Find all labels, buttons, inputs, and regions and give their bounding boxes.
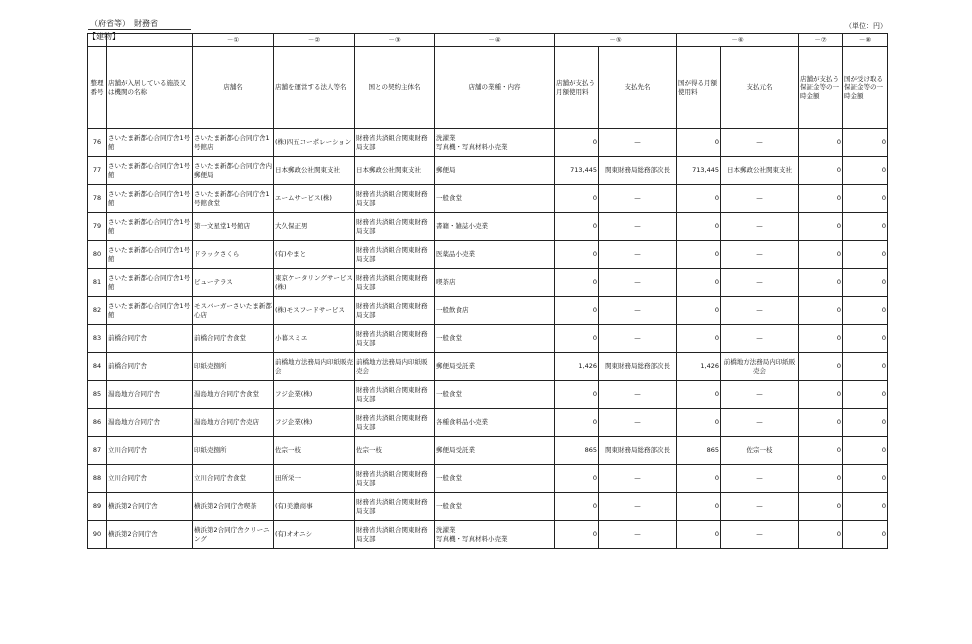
operator-cell: (有)やまと — [274, 241, 355, 269]
column-number: －① — [193, 34, 274, 47]
table-row — [88, 353, 888, 381]
deposit-paid-cell: 0 — [799, 129, 843, 157]
column-header-deposit-paid: 店舗が支払う保証金等の一時金額 — [799, 47, 843, 129]
table-row — [88, 241, 888, 269]
column-header-payee: 支払先名 — [599, 47, 677, 129]
column-number: －⑥ — [677, 34, 799, 47]
column-header-business: 店舗の業種・内容 — [435, 47, 555, 129]
shop-name-cell: 前橋合同庁舎食堂 — [193, 325, 274, 353]
business-cell: 郵便局 — [435, 157, 555, 185]
payee-cell: — — [599, 185, 677, 213]
payee-cell: — — [599, 241, 677, 269]
payee-cell: — — [599, 129, 677, 157]
row-number: 79 — [88, 213, 107, 241]
payer-cell: — — [721, 297, 799, 325]
business-cell: 一般食堂 — [435, 465, 555, 493]
facility-cell: 横浜第2合同庁舎 — [107, 493, 193, 521]
operator-cell: 日本郵政公社関東支社 — [274, 157, 355, 185]
deposit-paid-cell: 0 — [799, 157, 843, 185]
revenue-cell: 0 — [677, 213, 721, 241]
column-header-revenue: 国が得る月額使用料 — [677, 47, 721, 129]
row-number: 84 — [88, 353, 107, 381]
contract-party-cell: 財務省共済組合関東財務局支部 — [355, 129, 435, 157]
row-number: 76 — [88, 129, 107, 157]
operator-cell: 田所栄一 — [274, 465, 355, 493]
monthly-fee-cell: 0 — [555, 297, 599, 325]
deposit-received-cell: 0 — [843, 269, 888, 297]
monthly-fee-cell: 713,445 — [555, 157, 599, 185]
revenue-cell: 713,445 — [677, 157, 721, 185]
deposit-received-cell: 0 — [843, 465, 888, 493]
payer-cell: — — [721, 241, 799, 269]
payee-cell: 関東財務局総務部次長 — [599, 157, 677, 185]
payer-cell: — — [721, 493, 799, 521]
deposit-paid-cell: 0 — [799, 521, 843, 549]
table-row — [88, 157, 888, 185]
contract-party-cell: 財務省共済組合関東財務局支部 — [355, 213, 435, 241]
monthly-fee-cell: 0 — [555, 241, 599, 269]
table-row — [88, 521, 888, 549]
facility-cell: さいたま新都心合同庁舎1号館 — [107, 241, 193, 269]
deposit-received-cell: 0 — [843, 353, 888, 381]
facility-cell: 前橋合同庁舎 — [107, 325, 193, 353]
payee-cell: — — [599, 297, 677, 325]
facility-cell: さいたま新都心合同庁舎1号館 — [107, 213, 193, 241]
shop-name-cell: 第一文星堂1号館店 — [193, 213, 274, 241]
table-row — [88, 381, 888, 409]
table-row — [88, 213, 888, 241]
table-row — [88, 269, 888, 297]
contract-party-cell: 前橋地方法務局内印紙販売会 — [355, 353, 435, 381]
operator-cell: 小暮スミエ — [274, 325, 355, 353]
deposit-received-cell: 0 — [843, 297, 888, 325]
monthly-fee-cell: 0 — [555, 493, 599, 521]
monthly-fee-cell: 0 — [555, 185, 599, 213]
payer-cell: — — [721, 465, 799, 493]
revenue-cell: 0 — [677, 269, 721, 297]
contract-party-cell: 財務省共済組合関東財務局支部 — [355, 493, 435, 521]
business-cell: 書籍・雑誌小売業 — [435, 213, 555, 241]
section-label: 【建物】 — [88, 32, 120, 41]
payer-cell: — — [721, 185, 799, 213]
deposit-paid-cell: 0 — [799, 437, 843, 465]
facility-cell: 立川合同庁舎 — [107, 437, 193, 465]
business-cell: 喫茶店 — [435, 269, 555, 297]
contract-party-cell: 財務省共済組合関東財務局支部 — [355, 297, 435, 325]
payer-cell: — — [721, 521, 799, 549]
deposit-received-cell: 0 — [843, 185, 888, 213]
deposit-paid-cell: 0 — [799, 409, 843, 437]
column-header-no: 整理番号 — [88, 47, 107, 129]
contract-party-cell: 日本郵政公社関東支社 — [355, 157, 435, 185]
payer-cell: — — [721, 129, 799, 157]
shop-name-cell: さいたま新都心合同庁舎内郵便局 — [193, 157, 274, 185]
unit-label: （単位：円） — [845, 22, 887, 30]
payer-cell: — — [721, 325, 799, 353]
deposit-paid-cell: 0 — [799, 213, 843, 241]
row-number: 88 — [88, 465, 107, 493]
business-cell: 郵便局受託業 — [435, 437, 555, 465]
business-cell: 一般食堂 — [435, 325, 555, 353]
revenue-cell: 0 — [677, 325, 721, 353]
business-cell: 一般飲食店 — [435, 297, 555, 325]
contract-party-cell: 財務省共済組合関東財務局支部 — [355, 269, 435, 297]
shop-name-cell: さいたま新都心合同庁舎1号館食堂 — [193, 185, 274, 213]
contract-party-cell: 財務省共済組合関東財務局支部 — [355, 521, 435, 549]
revenue-cell: 0 — [677, 521, 721, 549]
business-cell: 各種食料品小売業 — [435, 409, 555, 437]
business-cell: 医薬品小売業 — [435, 241, 555, 269]
table-row — [88, 325, 888, 353]
ministry-label: （府省等） 財務省 — [90, 19, 158, 28]
store-table — [87, 33, 888, 549]
row-number: 81 — [88, 269, 107, 297]
monthly-fee-cell: 865 — [555, 437, 599, 465]
payer-cell: — — [721, 409, 799, 437]
business-cell: 洗濯業 写真機・写真材料小売業 — [435, 129, 555, 157]
deposit-paid-cell: 0 — [799, 185, 843, 213]
revenue-cell: 0 — [677, 297, 721, 325]
deposit-received-cell: 0 — [843, 381, 888, 409]
contract-party-cell: 財務省共済組合関東財務局支部 — [355, 241, 435, 269]
table-row — [88, 465, 888, 493]
header-blank — [107, 34, 193, 47]
operator-cell: 東京ケータリングサービス(株) — [274, 269, 355, 297]
table-row — [88, 185, 888, 213]
column-header-corp: 店舗を運営する法人等名 — [274, 47, 355, 129]
column-number: －⑧ — [843, 34, 888, 47]
monthly-fee-cell: 0 — [555, 381, 599, 409]
business-cell: 一般食堂 — [435, 381, 555, 409]
column-number: －⑦ — [799, 34, 843, 47]
contract-party-cell: 財務省共済組合関東財務局支部 — [355, 325, 435, 353]
deposit-paid-cell: 0 — [799, 353, 843, 381]
operator-cell: (株)モスフードサービス — [274, 297, 355, 325]
business-cell: 一般食堂 — [435, 493, 555, 521]
monthly-fee-cell: 0 — [555, 269, 599, 297]
row-number: 90 — [88, 521, 107, 549]
row-number: 77 — [88, 157, 107, 185]
revenue-cell: 0 — [677, 493, 721, 521]
revenue-cell: 0 — [677, 381, 721, 409]
monthly-fee-cell: 0 — [555, 521, 599, 549]
shop-name-cell: 横浜第2合同庁舎クリーニング — [193, 521, 274, 549]
shop-name-cell: 湯島地方合同庁舎売店 — [193, 409, 274, 437]
payer-cell: — — [721, 381, 799, 409]
revenue-cell: 0 — [677, 129, 721, 157]
operator-cell: フジ企業(株) — [274, 409, 355, 437]
facility-cell: 横浜第2合同庁舎 — [107, 521, 193, 549]
revenue-cell: 0 — [677, 241, 721, 269]
row-number: 82 — [88, 297, 107, 325]
payer-cell: — — [721, 213, 799, 241]
row-number: 86 — [88, 409, 107, 437]
contract-party-cell: 財務省共済組合関東財務局支部 — [355, 381, 435, 409]
operator-cell: (有)美濃商事 — [274, 493, 355, 521]
row-number: 83 — [88, 325, 107, 353]
payee-cell: — — [599, 325, 677, 353]
payee-cell: — — [599, 493, 677, 521]
deposit-received-cell: 0 — [843, 493, 888, 521]
column-number: －② — [274, 34, 355, 47]
monthly-fee-cell: 0 — [555, 213, 599, 241]
shop-name-cell: 横浜第2合同庁舎喫茶 — [193, 493, 274, 521]
monthly-fee-cell: 0 — [555, 129, 599, 157]
business-cell: 一般食堂 — [435, 185, 555, 213]
column-header-monthly-fee: 店舗が支払う月額使用料 — [555, 47, 599, 129]
revenue-cell: 1,426 — [677, 353, 721, 381]
column-header-facility: 店舗が入居している施設又は機関の名称 — [107, 47, 193, 129]
column-header-deposit-recv: 国が受け取る保証金等の一時金額 — [843, 47, 888, 129]
shop-name-cell: 立川合同庁舎食堂 — [193, 465, 274, 493]
operator-cell: 佐宗一枝 — [274, 437, 355, 465]
deposit-received-cell: 0 — [843, 241, 888, 269]
column-header-payer: 支払元名 — [721, 47, 799, 129]
operator-cell: (有)オオニシ — [274, 521, 355, 549]
table-row — [88, 437, 888, 465]
payee-cell: — — [599, 409, 677, 437]
contract-party-cell: 佐宗一枝 — [355, 437, 435, 465]
shop-name-cell: 湯島地方合同庁舎食堂 — [193, 381, 274, 409]
shop-name-cell: さいたま新都心合同庁舎1号館店 — [193, 129, 274, 157]
shop-name-cell: 印紙売捌所 — [193, 353, 274, 381]
payee-cell: — — [599, 521, 677, 549]
column-number: －④ — [435, 34, 555, 47]
ministry-underline — [88, 29, 191, 30]
facility-cell: さいたま新都心合同庁舎1号館 — [107, 269, 193, 297]
deposit-received-cell: 0 — [843, 521, 888, 549]
table-row — [88, 409, 888, 437]
payee-cell: 関東財務局総務部次長 — [599, 353, 677, 381]
payee-cell: 関東財務局総務部次長 — [599, 437, 677, 465]
row-number: 80 — [88, 241, 107, 269]
monthly-fee-cell: 0 — [555, 409, 599, 437]
facility-cell: さいたま新都心合同庁舎1号館 — [107, 129, 193, 157]
operator-cell: (株)四五コーポレーション — [274, 129, 355, 157]
column-number: －⑤ — [555, 34, 677, 47]
deposit-paid-cell: 0 — [799, 241, 843, 269]
deposit-paid-cell: 0 — [799, 325, 843, 353]
revenue-cell: 0 — [677, 185, 721, 213]
business-cell: 郵便局受託業 — [435, 353, 555, 381]
shop-name-cell: ドラックさくら — [193, 241, 274, 269]
payer-cell: — — [721, 269, 799, 297]
revenue-cell: 865 — [677, 437, 721, 465]
contract-party-cell: 財務省共済組合関東財務局支部 — [355, 409, 435, 437]
payer-cell: 前橋地方法務局内印紙販売会 — [721, 353, 799, 381]
monthly-fee-cell: 1,426 — [555, 353, 599, 381]
deposit-received-cell: 0 — [843, 129, 888, 157]
deposit-paid-cell: 0 — [799, 297, 843, 325]
payer-cell: 日本郵政公社関東支社 — [721, 157, 799, 185]
contract-party-cell: 財務省共済組合関東財務局支部 — [355, 465, 435, 493]
facility-cell: さいたま新都心合同庁舎1号館 — [107, 157, 193, 185]
facility-cell: 前橋合同庁舎 — [107, 353, 193, 381]
revenue-cell: 0 — [677, 409, 721, 437]
deposit-paid-cell: 0 — [799, 381, 843, 409]
facility-cell: 湯島地方合同庁舎 — [107, 381, 193, 409]
deposit-received-cell: 0 — [843, 213, 888, 241]
column-header-contract: 国との契約主体名 — [355, 47, 435, 129]
payee-cell: — — [599, 213, 677, 241]
operator-cell: 前橋地方法務局内印紙販売会 — [274, 353, 355, 381]
row-number: 87 — [88, 437, 107, 465]
shop-name-cell: 印紙売捌所 — [193, 437, 274, 465]
payee-cell: — — [599, 381, 677, 409]
row-number: 89 — [88, 493, 107, 521]
deposit-received-cell: 0 — [843, 325, 888, 353]
operator-cell: フジ企業(株) — [274, 381, 355, 409]
header-blank — [88, 34, 107, 47]
facility-cell: さいたま新都心合同庁舎1号館 — [107, 297, 193, 325]
row-number: 85 — [88, 381, 107, 409]
column-number: －③ — [355, 34, 435, 47]
shop-name-cell: ビューテラス — [193, 269, 274, 297]
contract-party-cell: 財務省共済組合関東財務局支部 — [355, 185, 435, 213]
operator-cell: 大久保正男 — [274, 213, 355, 241]
table-row — [88, 297, 888, 325]
deposit-paid-cell: 0 — [799, 493, 843, 521]
payer-cell: 佐宗一枝 — [721, 437, 799, 465]
revenue-cell: 0 — [677, 465, 721, 493]
table-row — [88, 129, 888, 157]
deposit-received-cell: 0 — [843, 157, 888, 185]
operator-cell: エームサービス(株) — [274, 185, 355, 213]
column-header-shop: 店舗名 — [193, 47, 274, 129]
payee-cell: — — [599, 269, 677, 297]
payee-cell: — — [599, 465, 677, 493]
deposit-paid-cell: 0 — [799, 465, 843, 493]
deposit-received-cell: 0 — [843, 409, 888, 437]
monthly-fee-cell: 0 — [555, 325, 599, 353]
row-number: 78 — [88, 185, 107, 213]
deposit-received-cell: 0 — [843, 437, 888, 465]
facility-cell: さいたま新都心合同庁舎1号館 — [107, 185, 193, 213]
facility-cell: 湯島地方合同庁舎 — [107, 409, 193, 437]
deposit-paid-cell: 0 — [799, 269, 843, 297]
business-cell: 洗濯業 写真機・写真材料小売業 — [435, 521, 555, 549]
monthly-fee-cell: 0 — [555, 465, 599, 493]
shop-name-cell: モスバーガーさいたま新都心店 — [193, 297, 274, 325]
table-row — [88, 493, 888, 521]
facility-cell: 立川合同庁舎 — [107, 465, 193, 493]
